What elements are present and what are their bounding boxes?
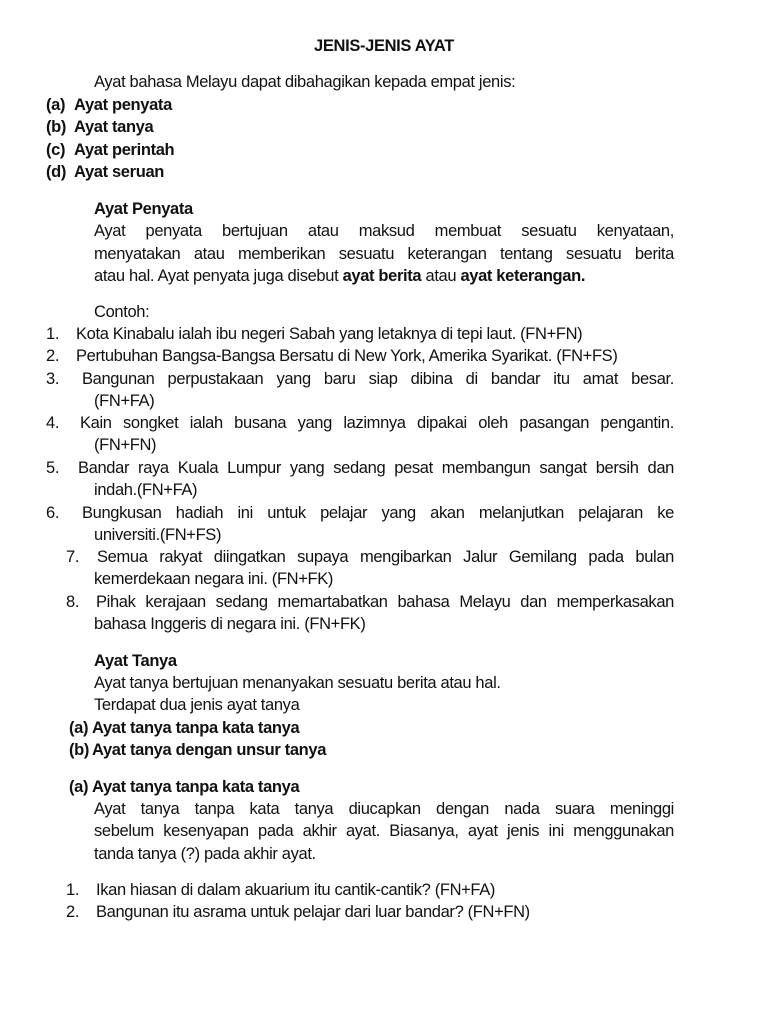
penyata-paragraph-line-1: Ayat penyata bertujuan atau maksud membuat sesuatu kenyataan, (94, 222, 674, 240)
example-text-continued: indah.(FN+FA) (94, 481, 198, 499)
example-number: 6. (46, 504, 60, 522)
example-text-continued: kemerdekaan negara ini. (FN+FK) (94, 570, 334, 588)
penyata-paragraph-line-2: menyatakan atau memberikan sesuatu keterangan tentang sesuatu berita (94, 245, 674, 263)
example-text: Kain songket ialah busana yang lazimnya dipakai oleh pasangan pengantin. (80, 414, 674, 432)
subsection-a-paragraph-line-2: sebelum kesenyapan pada akhir ayat. Biasanya, ayat jenis ini menggunakan (94, 822, 674, 840)
type-marker-c: (c) (46, 141, 66, 159)
subsection-a-paragraph-line-3: tanda tanya (?) pada akhir ayat. (94, 845, 316, 863)
type-marker-b: (b) (46, 118, 67, 136)
tanya-example-text: Ikan hiasan di dalam akuarium itu cantik-cantik? (FN+FA) (96, 881, 496, 899)
tanya-example-text: Bangunan itu asrama untuk pelajar dari luar bandar? (FN+FN) (96, 903, 530, 921)
term-ayat-berita: ayat berita (342, 267, 422, 285)
type-label-b: Ayat tanya (74, 118, 154, 136)
penyata-paragraph-line-3 (94, 265, 585, 287)
section-heading-tanya: Ayat Tanya (94, 652, 177, 670)
example-number: 4. (46, 414, 60, 432)
penyata-connector: atau (421, 267, 461, 285)
type-label-a: Ayat penyata (74, 96, 172, 114)
example-text: Kota Kinabalu ialah ibu negeri Sabah yang letaknya di tepi laut. (FN+FN) (76, 325, 583, 343)
intro-text: Ayat bahasa Melayu dapat dibahagikan kepada empat jenis: (94, 73, 516, 91)
subtype-marker-b: (b) (69, 741, 90, 759)
tanya-description: Ayat tanya bertujuan menanyakan sesuatu berita atau hal. (94, 674, 501, 692)
example-text: Bandar raya Kuala Lumpur yang sedang pesat membangun sangat bersih dan (78, 459, 674, 477)
type-label-d: Ayat seruan (74, 163, 164, 181)
example-text-continued: bahasa Inggeris di negara ini. (FN+FK) (94, 615, 366, 633)
example-text-continued: (FN+FN) (94, 436, 157, 454)
section-heading-penyata: Ayat Penyata (94, 200, 193, 218)
example-number: 1. (46, 325, 60, 343)
example-text: Bangunan perpustakaan yang baru siap dibina di bandar itu amat besar. (82, 370, 674, 388)
contoh-label: Contoh: (94, 303, 150, 321)
tanya-example-number: 1. (66, 881, 80, 899)
subsection-heading-a: Ayat tanya tanpa kata tanya (92, 778, 300, 796)
example-text-continued: universiti.(FN+FS) (94, 526, 222, 544)
example-text: Semua rakyat diingatkan supaya mengibarkan Jalur Gemilang pada bulan (97, 548, 674, 566)
type-marker-d: (d) (46, 163, 67, 181)
example-number: 5. (46, 459, 60, 477)
subtype-marker-a: (a) (69, 719, 89, 737)
tanya-example-number: 2. (66, 903, 80, 921)
subsection-marker-a: (a) (69, 778, 89, 796)
example-text-continued: (FN+FA) (94, 392, 155, 410)
subtype-label-b: Ayat tanya dengan unsur tanya (92, 741, 327, 759)
type-marker-a: (a) (46, 96, 66, 114)
example-number: 8. (66, 593, 80, 611)
subtype-label-a: Ayat tanya tanpa kata tanya (92, 719, 300, 737)
example-text: Pertubuhan Bangsa-Bangsa Bersatu di New York, Amerika Syarikat. (FN+FS) (76, 347, 618, 365)
example-number: 7. (66, 548, 80, 566)
term-ayat-keterangan: ayat keterangan. (460, 267, 586, 285)
example-text: Pihak kerajaan sedang memartabatkan bahasa Melayu dan memperkasakan (96, 593, 674, 611)
page-title: JENIS-JENIS AYAT (314, 37, 454, 55)
example-number: 2. (46, 347, 60, 365)
penyata-paragraph-text: atau hal. Ayat penyata juga disebut (94, 267, 343, 285)
type-label-c: Ayat perintah (74, 141, 175, 159)
example-text: Bungkusan hadiah ini untuk pelajar yang akan melanjutkan pelajaran ke (82, 504, 674, 522)
subsection-a-paragraph-line-1: Ayat tanya tanpa kata tanya diucapkan dengan nada suara meninggi (94, 800, 674, 818)
example-number: 3. (46, 370, 60, 388)
tanya-subtypes-intro: Terdapat dua jenis ayat tanya (94, 696, 300, 714)
